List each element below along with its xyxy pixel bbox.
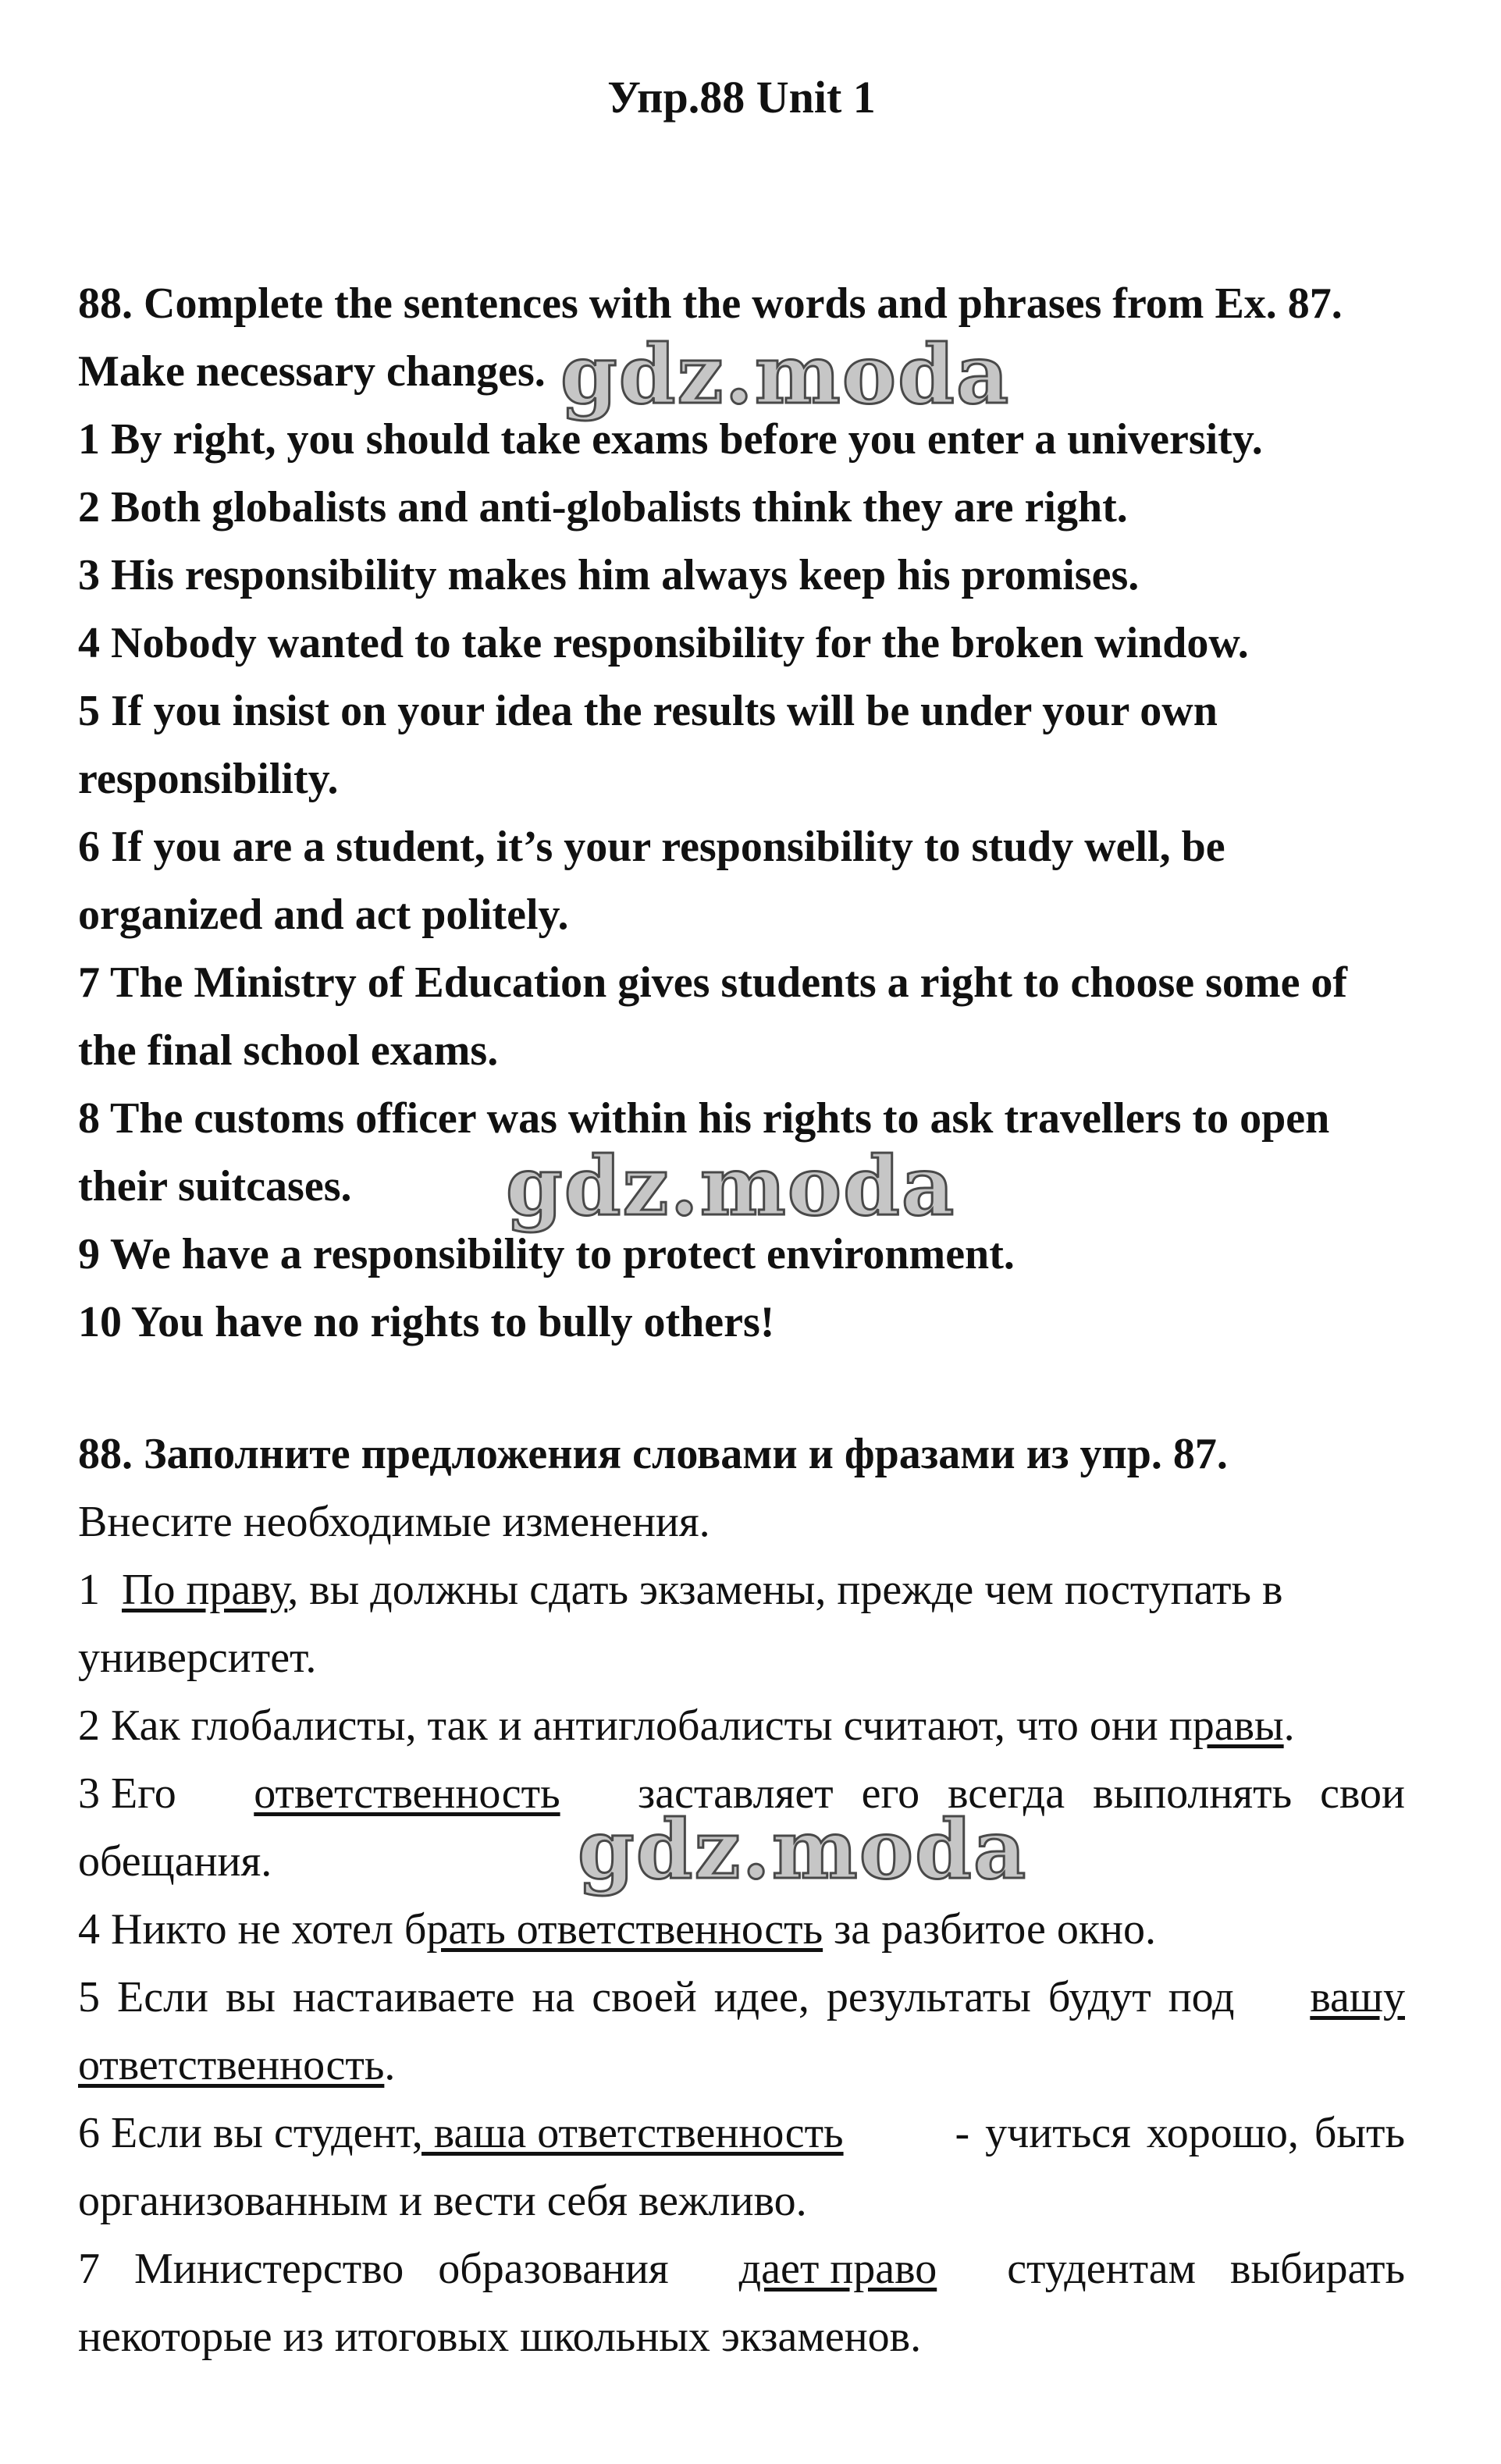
underlined-phrase: ответственность bbox=[78, 2041, 385, 2089]
english-line: 3 His responsibility makes him always keep his promises. bbox=[78, 551, 1140, 599]
underlined-phrase: По праву bbox=[122, 1566, 288, 1614]
underlined-phrase: равы bbox=[1192, 1701, 1284, 1750]
russian-sentence-6 bbox=[78, 2100, 1405, 2167]
sentence-text: студентам выбирать bbox=[1007, 2245, 1405, 2293]
english-line: 1 By right, you should take exams before you enter a university. bbox=[78, 415, 1263, 464]
sentence-text: за разбитое окно. bbox=[823, 1905, 1156, 1954]
sentence-text: 6 Если вы студент bbox=[78, 2109, 412, 2157]
english-section bbox=[78, 270, 1405, 1356]
english-line: 10 You have no rights to bully others! bbox=[78, 1298, 775, 1346]
sentence-text: 4 Никто не хотел б bbox=[78, 1905, 427, 1954]
russian-sentence-4 bbox=[78, 1896, 1405, 1964]
english-line: organized and act politely. bbox=[78, 891, 569, 939]
sentence-text: . bbox=[1283, 1701, 1295, 1750]
russian-sentence-1-cont: университет. bbox=[78, 1634, 317, 1682]
english-line: 7 The Ministry of Education gives students a right to choose some of bbox=[78, 958, 1348, 1007]
russian-sentence-1 bbox=[78, 1556, 1405, 1624]
english-line: 4 Nobody wanted to take responsibility for the broken window. bbox=[78, 619, 1249, 667]
english-line: the final school exams. bbox=[78, 1026, 499, 1075]
sentence-number: 1 bbox=[78, 1566, 100, 1614]
sentence-text: . bbox=[384, 2041, 396, 2089]
sentence-text: 7 Министерство образования bbox=[78, 2245, 669, 2293]
english-line: 2 Both globalists and anti-globalists think they are right. bbox=[78, 483, 1128, 532]
sentence-text: - учиться хорошо, быть bbox=[955, 2109, 1405, 2157]
russian-sentence-7-cont: некоторые из итоговых школьных экзаменов. bbox=[78, 2313, 922, 2361]
page-title: Упр.88 Unit 1 bbox=[607, 72, 876, 123]
russian-section bbox=[78, 1420, 1405, 2371]
english-line: responsibility. bbox=[78, 755, 339, 803]
sentence-text: 2 Как глобалисты, так и антиглобалисты считают, что они п bbox=[78, 1701, 1193, 1750]
underlined-phrase: , ваша ответственность bbox=[411, 2109, 844, 2157]
russian-sentence-2 bbox=[78, 1692, 1405, 1760]
russian-heading: 88. Заполните предложения словами и фразами из упр. 87. bbox=[78, 1430, 1228, 1478]
underlined-phrase: дает право bbox=[738, 2245, 937, 2293]
english-line: their suitcases. bbox=[78, 1162, 352, 1211]
russian-sentence-6-cont: организованным и вести себя вежливо. bbox=[78, 2177, 807, 2225]
russian-sentence-5 bbox=[78, 1964, 1405, 2032]
english-heading-line2: Make necessary changes. bbox=[78, 347, 546, 396]
sentence-text: , вы должны сдать экзамены, прежде чем поступать в bbox=[287, 1566, 1283, 1614]
russian-sentence-5-cont bbox=[78, 2032, 1405, 2100]
russian-sentence-7 bbox=[78, 2235, 1405, 2303]
underlined-phrase: рать ответственность bbox=[426, 1905, 823, 1954]
english-line: 8 The customs officer was within his rights to ask travellers to open bbox=[78, 1094, 1330, 1143]
russian-subheading: Внесите необходимые изменения. bbox=[78, 1498, 710, 1546]
sentence-text: 3 Его bbox=[78, 1769, 176, 1818]
watermark-logo: gdz.moda bbox=[578, 1801, 1028, 1897]
sentence-text: заставляет его всегда выполнять свои bbox=[638, 1769, 1405, 1818]
english-heading-line1: 88. Complete the sentences with the words and phrases from Ex. 87. bbox=[78, 279, 1343, 328]
english-line: 5 If you insist on your idea the results will be under your own bbox=[78, 687, 1218, 735]
english-line: 6 If you are a student, it’s your responsibility to study well, be bbox=[78, 823, 1225, 871]
russian-sentence-3 bbox=[78, 1760, 1405, 1828]
sentence-text: 5 Если вы настаиваете на своей идее, результаты будут под bbox=[78, 1973, 1235, 2021]
russian-sentence-3-cont: обещания. bbox=[78, 1837, 272, 1886]
watermark-logo: gdz.moda bbox=[560, 326, 1011, 422]
english-line: 9 We have a responsibility to protect environment. bbox=[78, 1230, 1015, 1278]
watermark-logo: gdz.moda bbox=[506, 1138, 956, 1234]
underlined-phrase: вашу bbox=[1310, 1973, 1405, 2021]
underlined-phrase: ответственность bbox=[254, 1769, 560, 1818]
